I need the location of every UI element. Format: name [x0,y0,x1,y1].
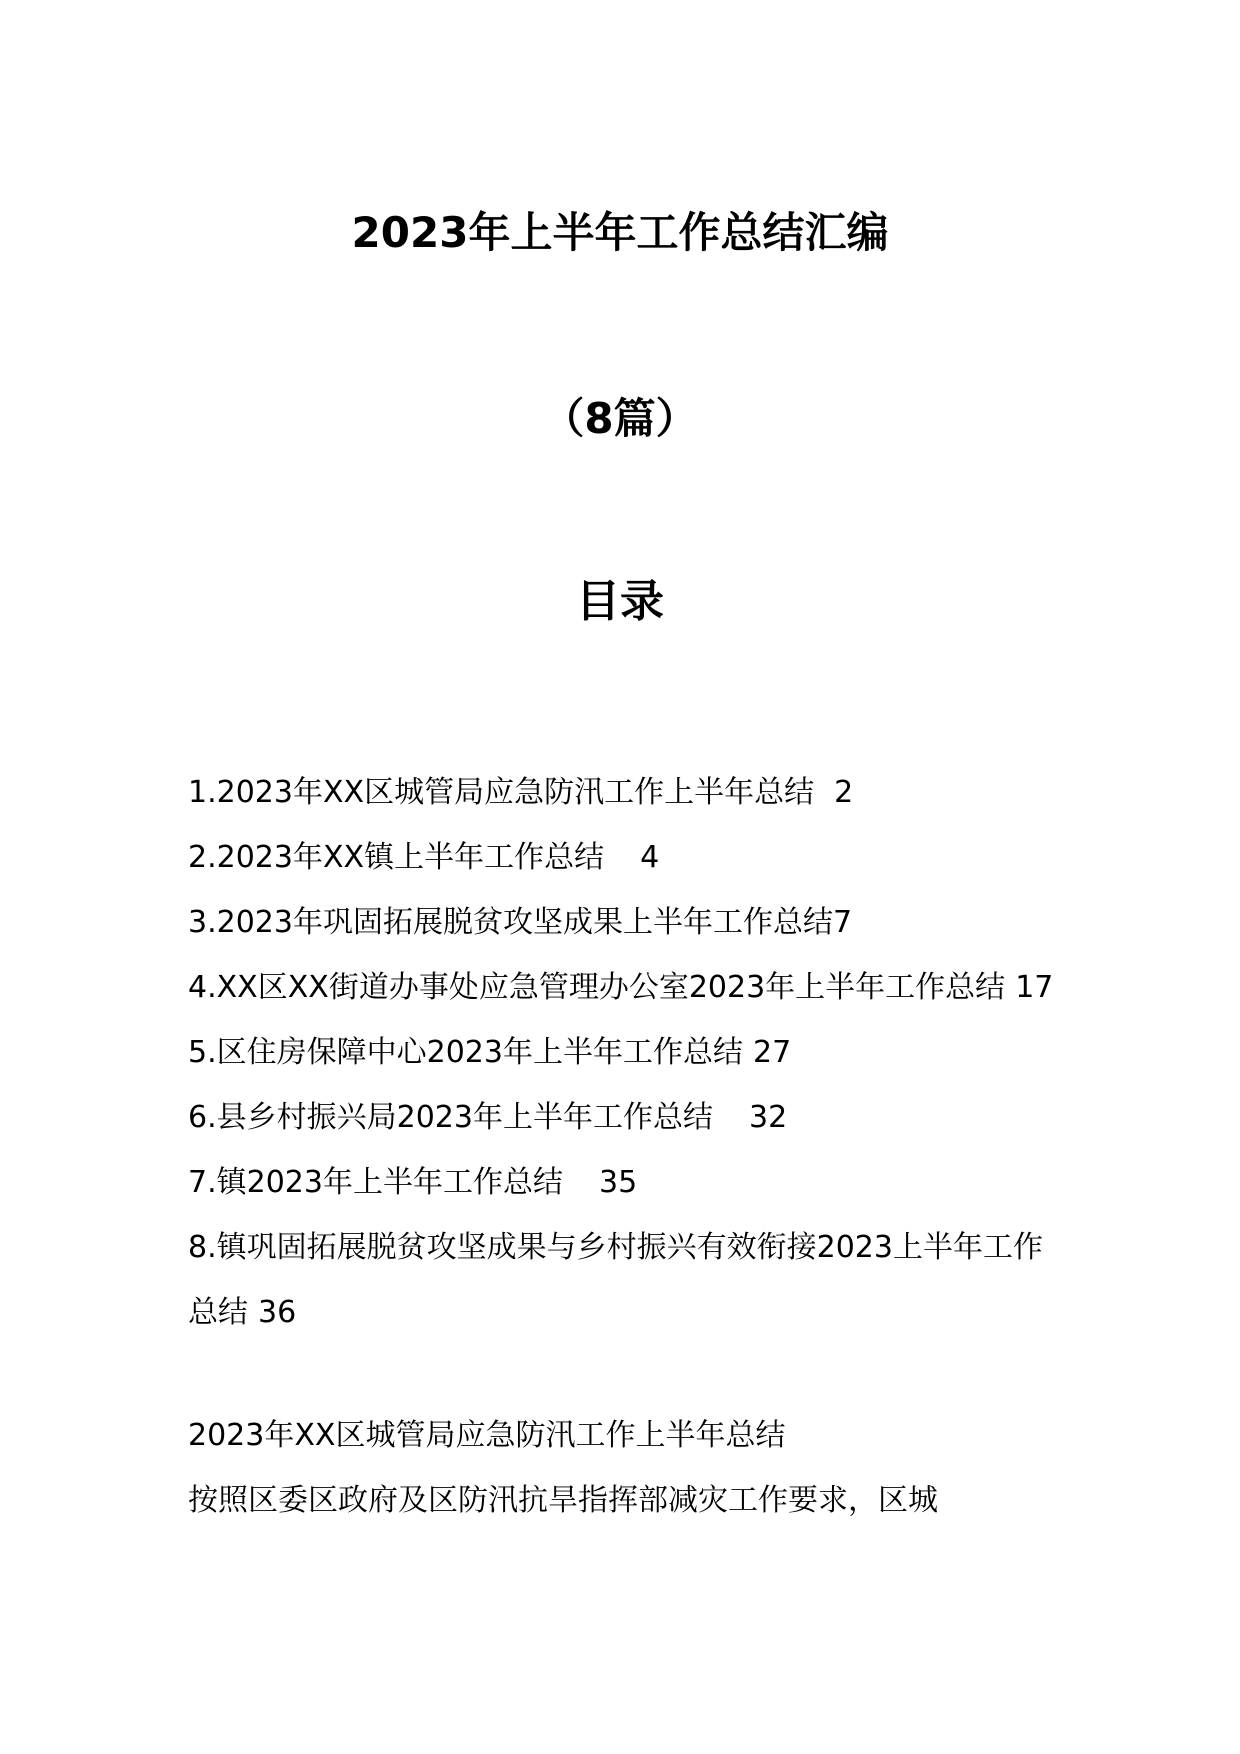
toc-item[interactable] [188,1085,1058,1150]
toc-item-page: 35 [598,1165,638,1200]
toc-item-page: 7 [832,905,853,940]
toc-item[interactable] [188,1215,1058,1345]
toc-item-page: 2 [834,775,854,810]
toc-item-label: 5.区住房保障中心2023年上半年工作总结 [188,1035,743,1070]
toc-item-page: 36 [258,1295,297,1330]
toc-item[interactable] [188,825,1058,890]
toc-item[interactable] [188,890,1058,955]
toc-item[interactable] [188,1020,1058,1085]
toc-item-page: 32 [748,1100,788,1135]
toc-item-page: 27 [752,1035,792,1070]
toc-item-label: 4.XX区XX街道办事处应急管理办公室2023年上半年工作总结 [188,970,1006,1005]
toc-item[interactable] [188,955,1058,1020]
toc-item-page: 17 [1015,970,1054,1005]
toc-item-label: 7.镇2023年上半年工作总结 [188,1165,563,1200]
toc-item-page: 4 [640,840,660,875]
toc-item-label: 8.镇巩固拓展脱贫攻坚成果与乡村振兴有效衔接2023上半年工作总结 [188,1230,1043,1330]
toc-item-label: 1.2023年XX区城管局应急防汛工作上半年总结 [188,775,815,810]
toc-item[interactable] [188,760,1058,825]
document-subtitle: （8篇） [542,394,698,443]
toc-item-label: 3.2023年巩固拓展脱贫攻坚成果上半年工作总结 [188,905,833,940]
document-title: 2023年上半年工作总结汇编 [351,208,889,257]
body-paragraph: 按照区委区政府及区防汛抗旱指挥部减灾工作要求，区城 [188,1483,938,1518]
table-of-contents [188,760,1058,1345]
toc-item-label: 2.2023年XX镇上半年工作总结 [188,840,605,875]
toc-heading: 目录 [576,576,664,627]
section-heading: 2023年XX区城管局应急防汛工作上半年总结 [188,1418,786,1453]
toc-item-label: 6.县乡村振兴局2023年上半年工作总结 [188,1100,713,1135]
toc-item[interactable] [188,1150,1058,1215]
